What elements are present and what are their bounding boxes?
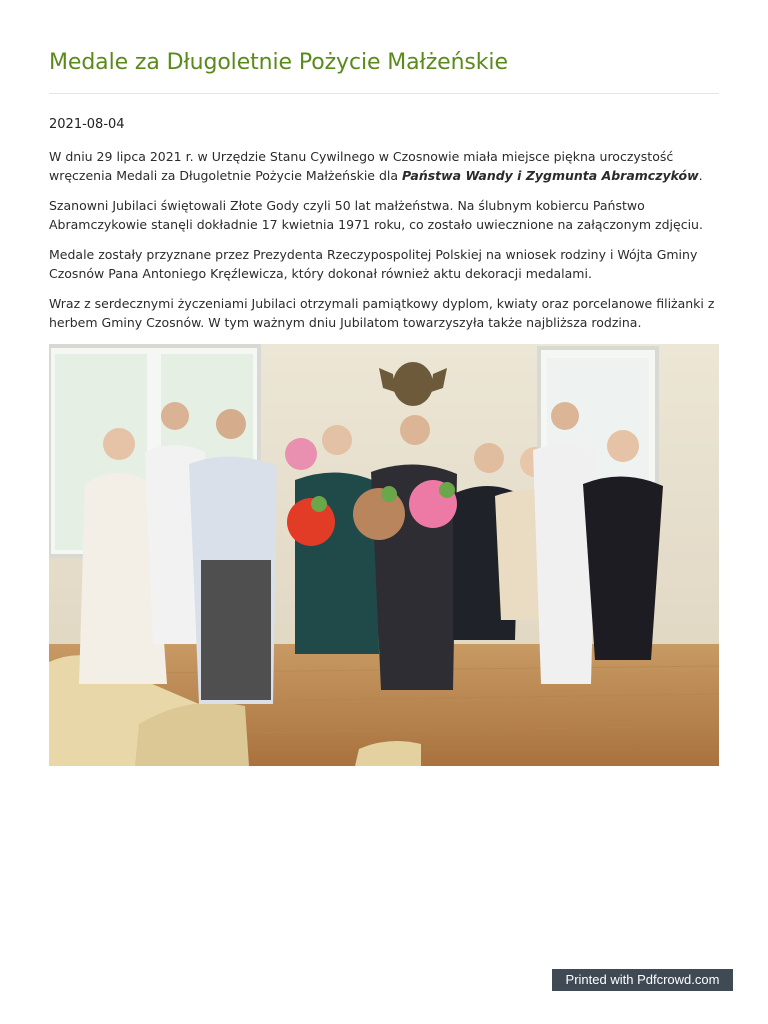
pdfcrowd-badge[interactable]: Printed with Pdfcrowd.com [552, 969, 733, 991]
ceremony-photo [49, 344, 719, 766]
article-title: Medale za Długoletnie Pożycie Małżeńskie [49, 50, 508, 75]
paragraph-1-bold: Państwa Wandy i Zygmunta Abramczyków [402, 168, 699, 183]
group-photo-icon [49, 344, 719, 766]
paragraph-1-text: W dniu 29 lipca 2021 r. w Urzędzie Stanu Cywilnego w Czosnowie miała miejsce piękna uroczystość wręczenia Medali za Długoletnie Pożycie Małżeńskie dla [49, 149, 674, 183]
article-body [49, 147, 721, 343]
title-divider [49, 93, 719, 94]
article-date: 2021-08-04 [49, 117, 125, 132]
paragraph-4: Wraz z serdecznymi życzeniami Jubilaci otrzymali pamiątkowy dyplom, kwiaty oraz porcelanowe filiżanki z herbem Gminy Czosnów. W tym ważnym dniu Jubilatom towarzyszyła także najbliższa rodzina. [49, 296, 715, 330]
paragraph-1 [49, 147, 721, 185]
paragraph-2: Szanowni Jubilaci świętowali Złote Gody czyli 50 lat małżeństwa. Na ślubnym kobiercu Państwo Abramczykowie stanęli dokładnie 17 kwietnia 1971 roku, co zostało uwiecznione na załączonym zdjęciu. [49, 198, 703, 232]
paragraph-3: Medale zostały przyznane przez Prezydenta Rzeczypospolitej Polskiej na wniosek rodziny i Wójta Gminy Czosnów Pana Antoniego Kręźlewicza, który dokonał również aktu dekoracji medalami. [49, 247, 698, 281]
paragraph-1-end: . [698, 168, 703, 183]
